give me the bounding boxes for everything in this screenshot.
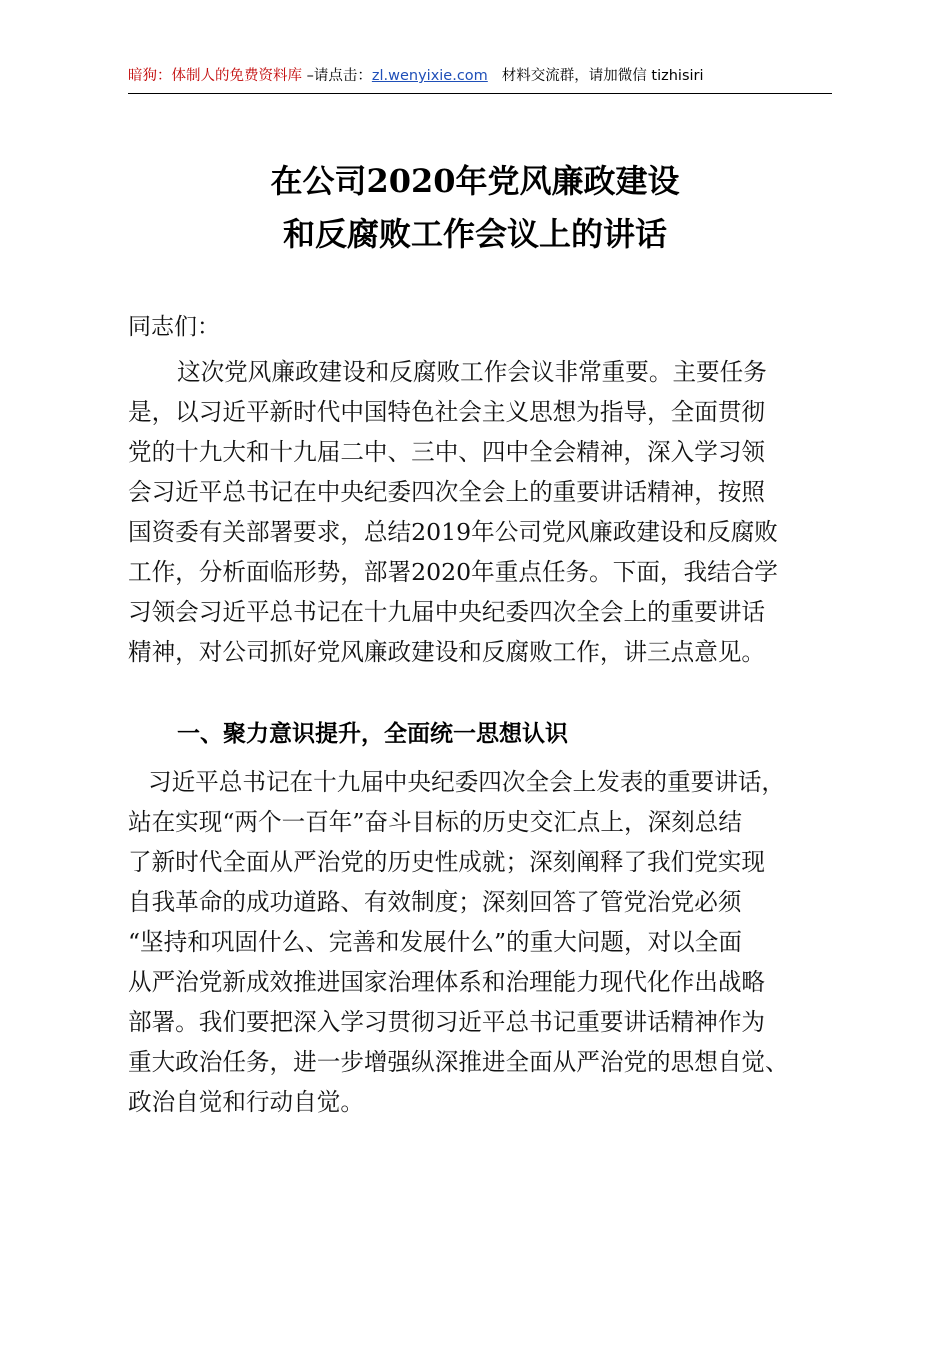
salutation: 同志们： bbox=[128, 314, 220, 340]
paragraph-line: 国资委有关部署要求，总结2019年公司党风廉政建设和反腐败 bbox=[128, 518, 778, 546]
paragraph-line: 党的十九大和十九届二中、三中、四中全会精神，深入学习领 bbox=[128, 438, 766, 466]
paragraph-line: 是，以习近平新时代中国特色社会主义思想为指导，全面贯彻 bbox=[128, 398, 766, 426]
header-link[interactable]: zl.wenyixie.com bbox=[371, 68, 488, 84]
paragraph-1 bbox=[128, 352, 828, 672]
paragraph-line: “坚持和巩固什么、完善和发展什么”的重大问题，对以全面 bbox=[128, 928, 742, 956]
header-promo-text: 暗狗：体制人的免费资料库 bbox=[128, 68, 302, 84]
paragraph-line: 站在实现“两个一百年”奋斗目标的历史交汇点上，深刻总结 bbox=[128, 808, 742, 836]
paragraph-line: 政治自觉和行动自觉。 bbox=[128, 1088, 364, 1116]
section-heading-1: 一、聚力意识提升，全面统一思想认识 bbox=[177, 721, 568, 747]
header-contact-text: 材料交流群，请加微信 tizhisiri bbox=[501, 68, 704, 84]
paragraph-line: 精神，对公司抓好党风廉政建设和反腐败工作，讲三点意见。 bbox=[128, 638, 766, 666]
paragraph-line: 部署。我们要把深入学习贯彻习近平总书记重要讲话精神作为 bbox=[128, 1008, 766, 1036]
title-line-1: 在公司2020年党风廉政建设 bbox=[270, 162, 680, 200]
paragraph-2 bbox=[128, 762, 828, 1122]
title-line-2: 和反腐败工作会议上的讲话 bbox=[282, 215, 667, 253]
paragraph-line: 重大政治任务，进一步增强纵深推进全面从严治党的思想自觉、 bbox=[128, 1048, 789, 1076]
header-prompt-text: –请点击： bbox=[302, 68, 372, 84]
document-title bbox=[128, 155, 822, 261]
paragraph-line: 这次党风廉政建设和反腐败工作会议非常重要。主要任务 bbox=[177, 358, 767, 386]
header-divider bbox=[128, 93, 832, 94]
paragraph-line: 工作，分析面临形势，部署2020年重点任务。下面，我结合学 bbox=[128, 558, 778, 586]
paragraph-line: 自我革命的成功道路、有效制度；深刻回答了管党治党必须 bbox=[128, 888, 742, 916]
paragraph-line: 从严治党新成效推进国家治理体系和治理能力现代化作出战略 bbox=[128, 968, 766, 996]
paragraph-line: 会习近平总书记在中央纪委四次全会上的重要讲话精神，按照 bbox=[128, 478, 766, 506]
page-header bbox=[128, 66, 832, 86]
paragraph-line: 了新时代全面从严治党的历史性成就；深刻阐释了我们党实现 bbox=[128, 848, 766, 876]
paragraph-line: 习领会习近平总书记在十九届中央纪委四次全会上的重要讲话 bbox=[128, 598, 766, 626]
paragraph-line: 习近平总书记在十九届中央纪委四次全会上发表的重要讲话， bbox=[148, 768, 786, 796]
